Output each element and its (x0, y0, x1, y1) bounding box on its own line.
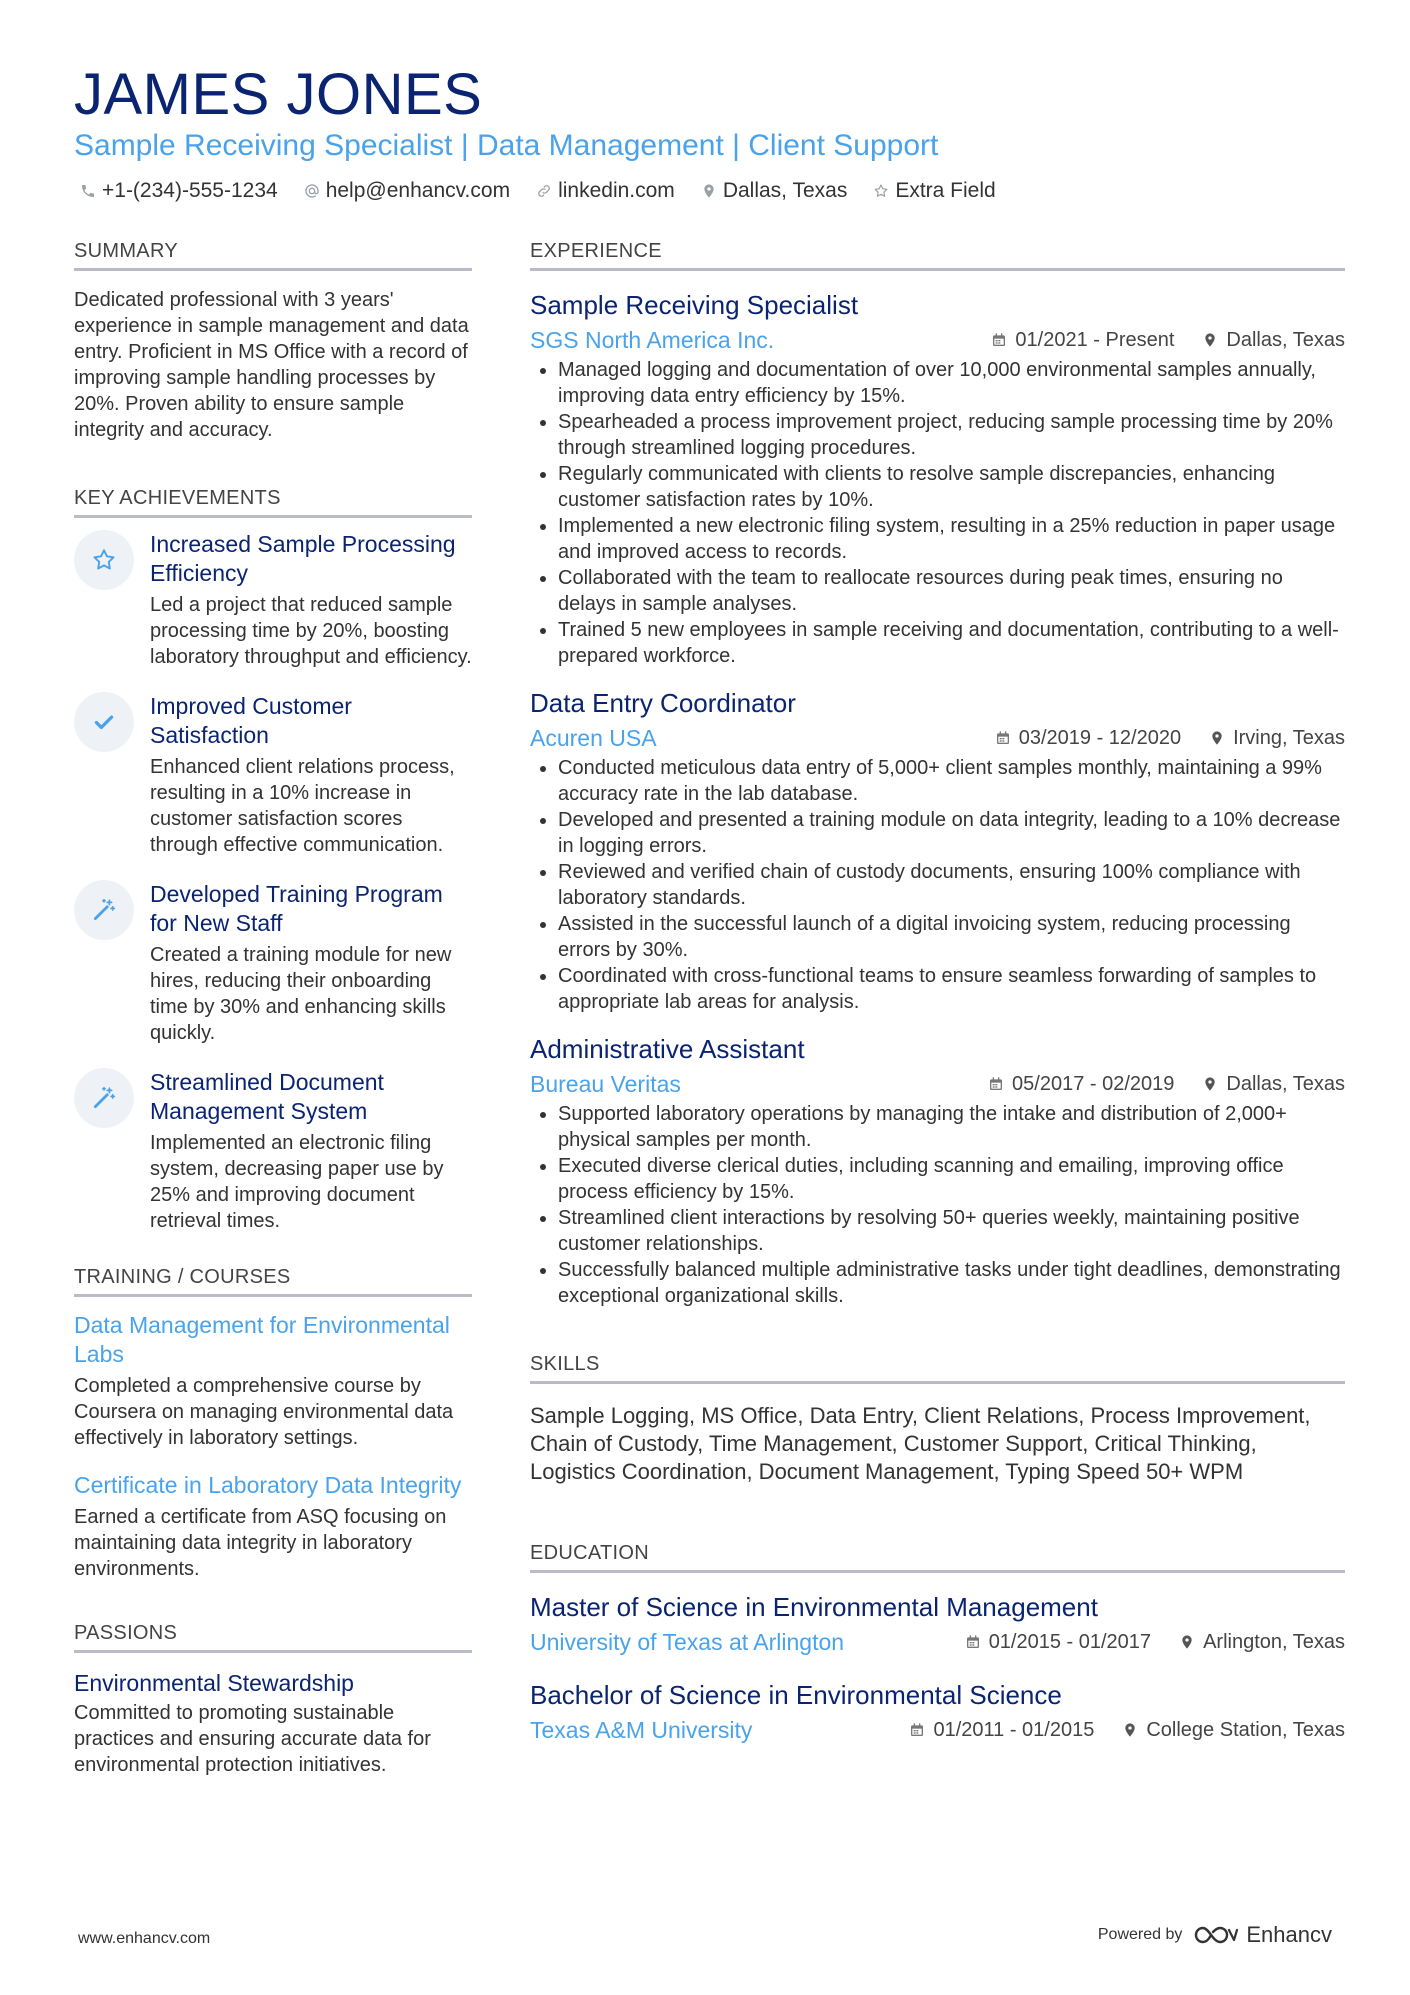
bullet-item: • Collaborated with the team to reallocate resources during peak times, ensuring no delays in sample analyses. (558, 565, 1345, 617)
enhancv-logo-icon (1192, 1923, 1238, 1947)
education-section (530, 1538, 1345, 1745)
job-bullets (530, 357, 1345, 669)
job-title: Administrative Assistant (530, 1034, 805, 1064)
achievement-item (74, 692, 472, 858)
achievement-icon-badge (74, 530, 134, 590)
school-name: University of Texas at Arlington (530, 1628, 845, 1655)
education-meta (530, 1715, 1345, 1745)
bullet-item: • Successfully balanced multiple administrative tasks under tight deadlines, demonstrating exceptional organizational skills. (558, 1257, 1345, 1309)
education-dates (965, 1631, 1151, 1654)
job-meta (530, 723, 1345, 753)
bullet-item: • Trained 5 new employees in sample receiving and documentation, contributing to a well-prepared workforce. (558, 617, 1345, 669)
job-dates-text: 01/2021 - Present (1015, 328, 1175, 351)
star-outline-icon (873, 183, 889, 199)
experience-section (530, 236, 1345, 1309)
skills-heading: SKILLS (530, 1349, 1345, 1384)
job-location-text: Irving, Texas (1233, 726, 1345, 749)
experience-heading: EXPERIENCE (530, 236, 1345, 271)
bullet-item: • Managed logging and documentation of over 10,000 environmental samples annually, improving data entry efficiency by 15%. (558, 357, 1345, 409)
calendar-icon (995, 730, 1011, 746)
summary-text: Dedicated professional with 3 years' experience in sample management and data entry. Proficient in MS Office with a record of improving sample handling processes by 20%. Proven ability to ensure sample integrity and accuracy. (74, 289, 469, 441)
passion-title: Environmental Stewardship (74, 1670, 354, 1696)
job-location-text: Dallas, Texas (1226, 328, 1345, 351)
contact-bar (80, 176, 1022, 206)
company-name: Bureau Veritas (530, 1070, 681, 1097)
location-pin-icon (701, 183, 717, 199)
education-dates-text: 01/2011 - 01/2015 (933, 1718, 1095, 1741)
job-bullets (530, 1101, 1345, 1309)
left-column (74, 236, 472, 1778)
bullet-item: • Implemented a new electronic filing system, resulting in a 25% reduction in paper usage and improved access to records. (558, 513, 1345, 565)
job-meta (530, 325, 1345, 355)
location-text: Dallas, Texas (722, 179, 848, 202)
education-dates-text: 01/2015 - 01/2017 (988, 1630, 1152, 1653)
course-title: Certificate in Laboratory Data Integrity (74, 1472, 462, 1498)
location-pin-icon (1209, 730, 1225, 746)
bullet-item: • Coordinated with cross-functional teams to ensure seamless forwarding of samples to appropriate lab areas for analysis. (558, 963, 1345, 1015)
contact-extra (873, 179, 995, 203)
degree-title: Bachelor of Science in Environmental Science (530, 1680, 1062, 1710)
school-name: Texas A&M University (530, 1716, 753, 1743)
course-desc: Earned a certificate from ASQ focusing on maintaining data integrity in laboratory environments. (74, 1506, 447, 1580)
contact-location (701, 179, 848, 203)
brand-name: Enhancv (1246, 1922, 1332, 1947)
magic-wand-icon (91, 1085, 117, 1111)
calendar-icon (965, 1634, 981, 1650)
achievements-heading: KEY ACHIEVEMENTS (74, 483, 472, 518)
linkedin-text[interactable]: linkedin.com (558, 179, 675, 202)
bullet-item: • Streamlined client interactions by resolving 50+ queries weekly, maintaining positive customer relationships. (558, 1205, 1345, 1257)
achievements-section (74, 483, 472, 1234)
education-entry (530, 1591, 1345, 1657)
education-location-text: College Station, Texas (1146, 1718, 1345, 1741)
passions-heading: PASSIONS (74, 1618, 472, 1653)
bullet-item: • Supported laboratory operations by managing the intake and distribution of 2,000+ physical samples per month. (558, 1101, 1345, 1153)
education-heading: EDUCATION (530, 1538, 1345, 1573)
education-location (1122, 1719, 1345, 1742)
candidate-name: JAMES JONES (74, 62, 483, 127)
contact-linkedin[interactable] (536, 179, 675, 203)
link-icon (536, 183, 552, 199)
calendar-icon (988, 1076, 1004, 1092)
course-desc: Completed a comprehensive course by Coursera on managing environmental data effectively in laboratory settings. (74, 1375, 454, 1449)
achievement-icon-badge (74, 692, 134, 752)
job-dates (988, 1073, 1174, 1096)
footer-website[interactable]: www.enhancv.com (78, 1930, 211, 1947)
achievement-desc: Implemented an electronic filing system, decreasing paper use by 25% and improving document retrieval times. (150, 1132, 444, 1232)
achievement-item (74, 1068, 472, 1234)
achievement-desc: Enhanced client relations process, resulting in a 10% increase in customer satisfaction scores through effective communication. (150, 756, 455, 856)
achievement-item (74, 880, 472, 1046)
bullet-item: • Spearheaded a process improvement project, reducing sample processing time by 20% through streamlined logging procedures. (558, 409, 1345, 461)
education-meta (530, 1627, 1345, 1657)
right-column (530, 236, 1345, 1745)
calendar-icon (991, 332, 1007, 348)
brand-logo[interactable] (1192, 1922, 1332, 1948)
job-title: Sample Receiving Specialist (530, 290, 859, 320)
achievement-item (74, 530, 472, 670)
training-section (74, 1262, 472, 1582)
passion-desc: Committed to promoting sustainable practices and ensuring accurate data for environmental protection initiatives. (74, 1702, 431, 1776)
achievement-desc: Created a training module for new hires, reducing their onboarding time by 30% and enhancing skills quickly. (150, 944, 452, 1044)
achievement-icon-badge (74, 1068, 134, 1128)
degree-title: Master of Science in Environmental Management (530, 1592, 1098, 1622)
skills-section (530, 1349, 1345, 1486)
bullet-item: • Regularly communicated with clients to resolve sample discrepancies, enhancing customer satisfaction rates by 10%. (558, 461, 1345, 513)
company-name: Acuren USA (530, 724, 657, 751)
passions-section (74, 1618, 472, 1778)
job-location (1209, 727, 1345, 750)
job-dates (995, 727, 1181, 750)
course-title: Data Management for Environmental Labs (74, 1312, 450, 1367)
job-dates (991, 329, 1174, 352)
company-name: SGS North America Inc. (530, 326, 775, 353)
summary-heading: SUMMARY (74, 236, 472, 271)
education-location (1179, 1631, 1345, 1654)
course-item (74, 1311, 472, 1451)
bullet-item: • Developed and presented a training module on data integrity, leading to a 10% decrease in logging errors. (558, 807, 1345, 859)
location-pin-icon (1202, 1076, 1218, 1092)
job-entry (530, 687, 1345, 1015)
star-icon (91, 547, 117, 573)
job-entry (530, 1033, 1345, 1309)
achievement-icon-badge (74, 880, 134, 940)
location-pin-icon (1202, 332, 1218, 348)
achievement-title: Improved Customer Satisfaction (150, 693, 352, 748)
bullet-item: • Reviewed and verified chain of custody documents, ensuring 100% compliance with laboratory standards. (558, 859, 1345, 911)
magic-wand-icon (91, 897, 117, 923)
contact-phone (80, 179, 278, 203)
job-dates-text: 05/2017 - 02/2019 (1012, 1072, 1175, 1095)
summary-section (74, 236, 472, 443)
location-pin-icon (1179, 1634, 1195, 1650)
job-dates-text: 03/2019 - 12/2020 (1018, 726, 1182, 749)
bullet-item: • Executed diverse clerical duties, including scanning and emailing, improving office process efficiency by 15%. (558, 1153, 1345, 1205)
email-text[interactable]: help@enhancv.com (325, 179, 511, 202)
check-icon (91, 709, 117, 735)
skills-text: Sample Logging, MS Office, Data Entry, Client Relations, Process Improvement, Chain of Custody, Time Management, Customer Support, Critical Thinking, Logistics Coordination, Document Management, Typing Speed 50+ WPM (530, 1403, 1311, 1484)
extra-field-text: Extra Field (895, 179, 996, 202)
education-entry (530, 1679, 1345, 1745)
candidate-headline: Sample Receiving Specialist | Data Management | Client Support (74, 129, 939, 162)
achievement-desc: Led a project that reduced sample processing time by 20%, boosting laboratory throughput and efficiency. (150, 594, 472, 668)
footer-branding (1098, 1922, 1332, 1948)
powered-by-text: Powered by (1097, 1926, 1183, 1943)
at-icon (304, 183, 320, 199)
location-pin-icon (1122, 1722, 1138, 1738)
education-location-text: Arlington, Texas (1203, 1630, 1345, 1653)
job-location (1202, 1073, 1345, 1096)
job-location (1202, 329, 1345, 352)
training-heading: TRAINING / COURSES (74, 1262, 472, 1297)
phone-icon (80, 183, 96, 199)
bullet-item: • Conducted meticulous data entry of 5,000+ client samples monthly, maintaining a 99% accuracy rate in the lab database. (558, 755, 1345, 807)
phone-text: +1-(234)-555-1234 (102, 179, 278, 202)
achievement-title: Increased Sample Processing Efficiency (150, 531, 456, 586)
achievement-title: Developed Training Program for New Staff (150, 881, 443, 936)
calendar-icon (909, 1722, 925, 1738)
bullet-item: • Assisted in the successful launch of a digital invoicing system, reducing processing errors by 30%. (558, 911, 1345, 963)
contact-email[interactable] (304, 179, 510, 203)
job-bullets (530, 755, 1345, 1015)
course-item (74, 1471, 472, 1582)
job-location-text: Dallas, Texas (1226, 1072, 1345, 1095)
education-dates (909, 1719, 1094, 1742)
job-meta (530, 1069, 1345, 1099)
job-title: Data Entry Coordinator (530, 688, 796, 718)
achievement-title: Streamlined Document Management System (150, 1069, 384, 1124)
job-entry (530, 289, 1345, 669)
